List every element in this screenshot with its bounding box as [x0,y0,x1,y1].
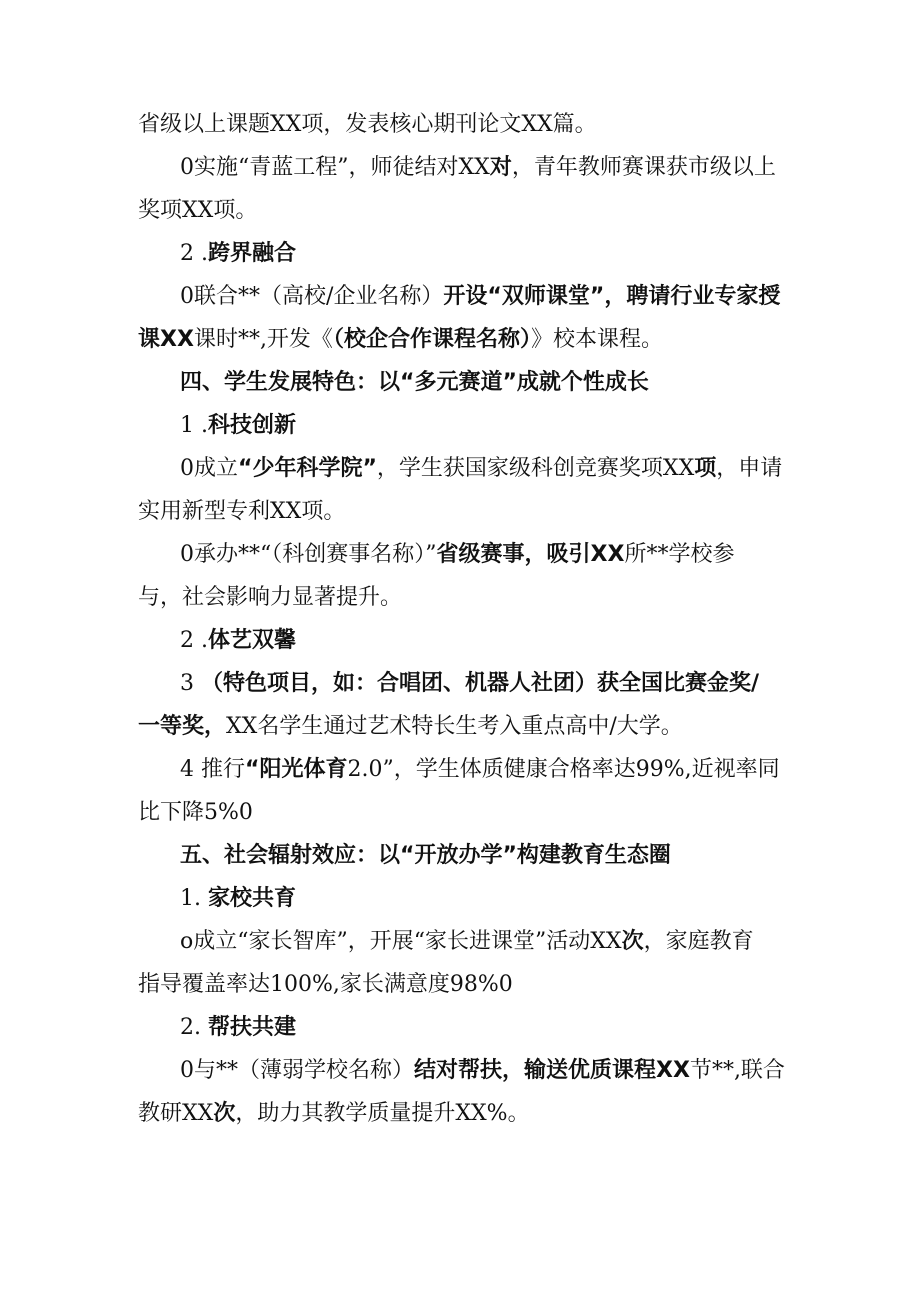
bold-text-segment: “阳光体育 [245,757,348,782]
text-segment: 实用新型专利XX项。 [138,499,346,524]
text-segment: 省级以上课题XX项，发表核心期刊论文XX篇。 [138,112,597,137]
bold-text-segment: 对 [489,155,512,180]
chapter-heading [180,368,649,398]
paragraph-line [180,282,780,312]
paragraph-line [180,669,759,699]
bold-text-segment: 一等奖， [138,714,227,739]
paragraph-line [180,454,782,484]
bold-text-segment: 课XX [138,327,194,352]
paragraph-line [180,540,734,570]
bold-text-segment: （特色项目，如：合唱团、机器人社团）获全国比赛金奖/ [201,671,760,696]
text-segment: 2 . [180,628,208,653]
bold-text-segment: 次 [213,1101,236,1126]
paragraph-line [180,927,754,957]
bold-text-segment: 次 [621,929,644,954]
paragraph-line [180,755,780,785]
text-segment: ，青年教师赛课获市级以上 [511,155,776,180]
text-segment: 0成立 [180,456,238,481]
bold-text-segment: 体艺双馨 [207,628,296,653]
section-heading [180,239,296,269]
text-segment: 2.0”，学生体质健康合格率达99%,近视率同 [347,757,780,782]
bold-text-segment: （校企合作课程名称） [332,327,531,352]
paragraph-line [138,583,402,613]
text-segment: 节**,联合 [689,1058,785,1083]
chapter-heading [180,841,671,871]
paragraph-line [180,153,776,183]
text-segment: 0实施“青蓝工程”，师徒结对XX [180,155,490,180]
text-segment: 指导覆盖率达100%,家长满意度98%0 [138,972,513,997]
bold-text-segment: 项 [694,456,717,481]
text-segment: 0与**（薄弱学校名称） [180,1058,414,1083]
bold-text-segment: 省级赛事，吸引XX [436,542,625,567]
text-segment: 1 . [180,413,208,438]
bold-text-segment: 帮扶共建 [207,1015,296,1040]
bold-text-segment: 跨界融合 [207,241,296,266]
paragraph-line [138,110,597,140]
bold-text-segment: 四、学生发展特色：以“多元赛道”成就个性成长 [180,370,649,395]
text-segment: 1. [180,886,208,911]
section-heading [180,411,296,441]
section-heading [180,1013,296,1043]
paragraph-line [138,798,253,828]
text-segment: 与，社会影响力显著提升。 [138,585,403,610]
text-segment: 2 . [180,241,208,266]
text-segment: ，学生获国家级科创竞赛奖项XX [376,456,695,481]
text-segment: 教研XX [138,1101,214,1126]
bold-text-segment: 开设“双师课堂”，聘请行业专家授 [443,284,781,309]
paragraph-line [138,196,257,226]
text-segment: ，申请 [716,456,783,481]
paragraph-line [138,497,345,527]
text-segment: ，助力其教学质量提升XX%。 [235,1101,530,1126]
text-segment: 》校本课程。 [530,327,663,352]
text-segment: o成立“家长智库”，开展“家长进课堂”活动XX [180,929,622,954]
text-segment: ，家庭教育 [643,929,754,954]
text-segment: 所**学校参 [624,542,735,567]
bold-text-segment: 家校共育 [207,886,296,911]
paragraph-line [180,1056,785,1086]
bold-text-segment: 五、社会辐射效应：以“开放办学”构建教育生态圈 [180,843,671,868]
section-heading [180,626,296,656]
text-segment: 3 [180,671,201,696]
text-segment: 2. [180,1015,208,1040]
text-segment: XX名学生通过艺术特长生考入重点高中/大学。 [226,714,683,739]
bold-text-segment: 结对帮扶，输送优质课程XX [414,1058,690,1083]
paragraph-line [138,1099,530,1129]
text-segment: 课时**,开发《 [193,327,333,352]
text-segment: 0承办**“（科创赛事名称）” [180,542,437,567]
paragraph-line [138,970,513,1000]
bold-text-segment: “少年科学院” [238,456,377,481]
text-segment: 比下降5%0 [138,800,253,825]
bold-text-segment: 科技创新 [207,413,296,438]
paragraph-line [138,712,683,742]
text-segment: 奖项XX项。 [138,198,258,223]
paragraph-line [138,325,663,355]
text-segment: 4 推行 [180,757,245,782]
section-heading [180,884,296,914]
text-segment: 0联合**（高校/企业名称） [180,284,444,309]
